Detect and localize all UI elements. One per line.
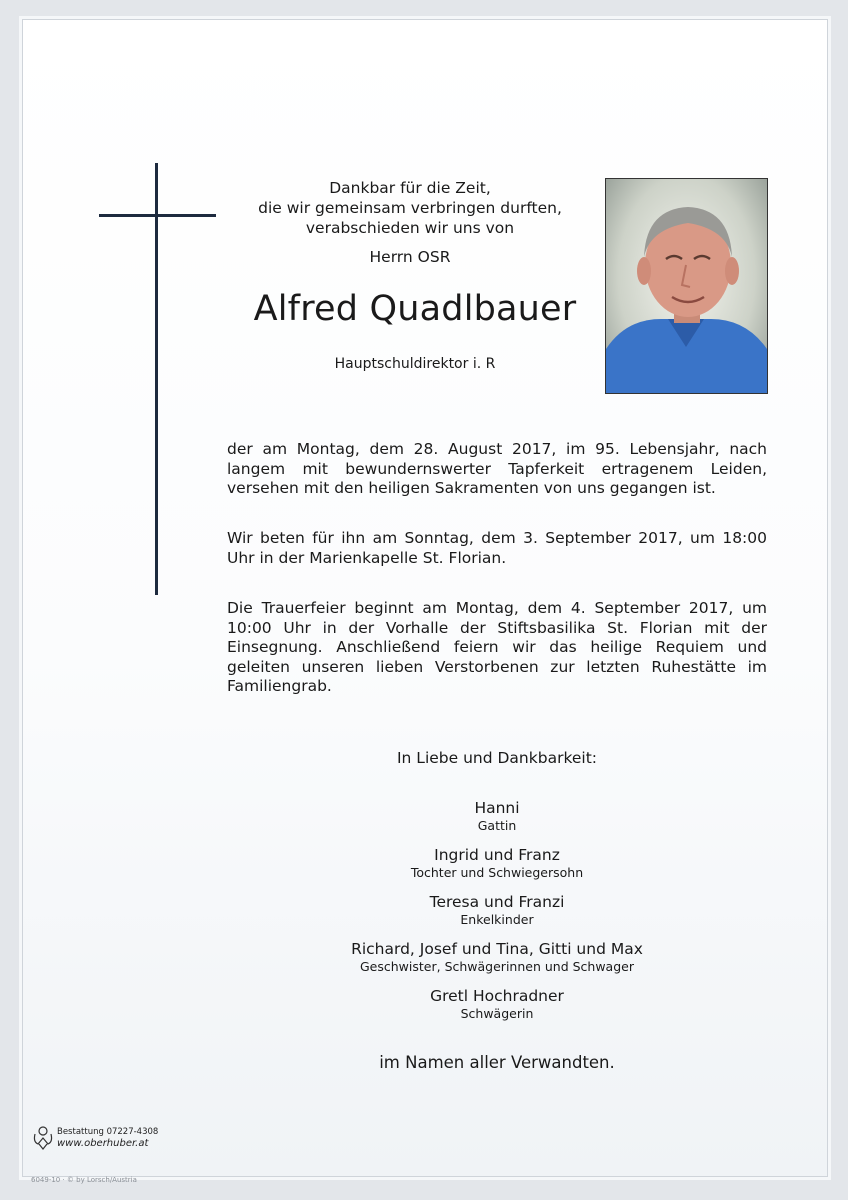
salutation: Herrn OSR [369,248,451,266]
intro-line-1: Dankbar für die Zeit, [329,179,491,197]
mourner-relation: Schwägerin [460,1006,534,1021]
print-code: 6049-10 · © by Lorsch/Austria [31,1176,137,1184]
intro-line-2: die wir gemeinsam verbringen durften, [258,199,562,217]
angel-icon [32,1124,54,1150]
portrait-illustration [606,179,767,393]
mourner-relation: Enkelkinder [460,912,534,927]
mourner-name: Hanni [474,799,520,817]
paragraph-funeral: Die Trauerfeier beginnt am Montag, dem 4. September 2017, um 10:00 Uhr in der Vorhalle der Stiftsbasilika St. Florian mit der Einsegnung. Anschließend feiern wir das heilige Requiem und geleiten unseren lieben Verstorbenen zur letzten Ruhestätte im Familiengrab. [227,599,767,695]
mourner-relation: Gattin [477,818,517,833]
intro-text [220,178,600,238]
final-line: im Namen aller Verwandten. [379,1053,615,1072]
mourner-entry [247,939,747,974]
mourner-entry [247,892,747,927]
mourner-relation: Geschwister, Schwägerinnen und Schwager [360,959,634,974]
cross-icon-horizontal [99,214,216,217]
paragraph-death-notice: der am Montag, dem 28. August 2017, im 95. Lebensjahr, nach langem mit bewundernswerter Tapferkeit ertragenem Leiden, versehen mit den heiligen Sakramenten von uns gegangen ist. [227,440,767,497]
cross-icon-vertical [155,163,158,595]
paragraph-prayer: Wir beten für ihn am Sonntag, dem 3. September 2017, um 18:00 Uhr in der Marienkapelle St. Florian. [227,529,767,567]
mourner-name: Gretl Hochradner [430,987,564,1005]
closing-line: In Liebe und Dankbarkeit: [396,749,598,767]
portrait-photo [605,178,768,394]
deceased-role: Hauptschuldirektor i. R [334,356,496,372]
mourner-name: Teresa und Franzi [429,893,565,911]
intro-line-3: verabschieden wir uns von [305,219,515,237]
funeral-home-phone: Bestattung 07227-4308 [57,1127,159,1137]
mourner-name: Richard, Josef und Tina, Gitti und Max [351,940,643,958]
mourner-entry [247,845,747,880]
mourner-name: Ingrid und Franz [434,846,560,864]
deceased-name: Alfred Quadlbauer [253,289,577,329]
funeral-home-url: www.oberhuber.at [57,1138,149,1149]
mourners-list [247,798,747,1033]
mourner-relation: Tochter und Schwiegersohn [410,865,584,880]
mourner-entry [247,798,747,833]
funeral-home-logo [32,1124,162,1152]
mourner-entry [247,986,747,1021]
